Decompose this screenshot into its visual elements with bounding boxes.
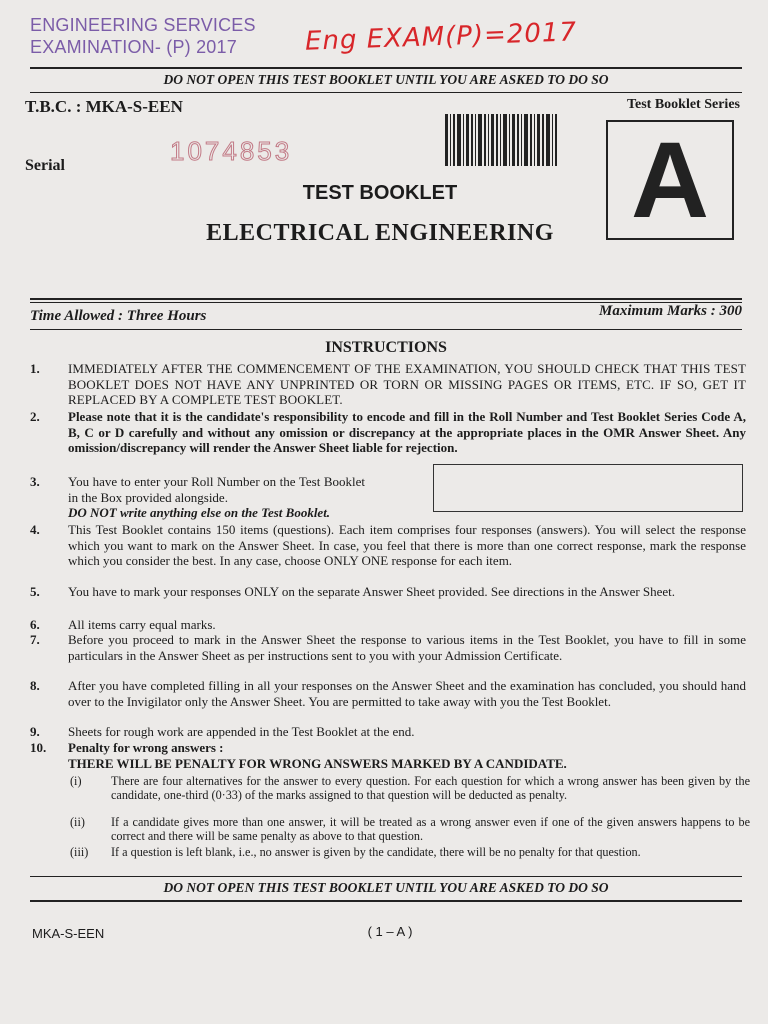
penalty-item: (iii) If a question is left blank, i.e., no answer is given by the candidate, there will be no penalty for that question. bbox=[70, 845, 641, 859]
penalty-item: (ii) If a candidate gives more than one answer, it will be treated as a wrong answer even if one of the given answers happens to be correct and there will be same penalty as above to that question. bbox=[70, 815, 750, 843]
stamp-line-1: ENGINEERING SERVICES bbox=[30, 15, 256, 35]
time-allowed: Time Allowed : Three Hours bbox=[30, 308, 207, 324]
stamp-line-2: EXAMINATION- (P) 2017 bbox=[30, 37, 237, 57]
instruction-item: 4. This Test Booklet contains 150 items (questions). Each item comprises four responses (answers). You will select the response which you want to mark on the Answer Sheet. In case, you feel that there is more than one correct response, mark the response which you consider the best. In any case, choose ONLY ONE response for each item. bbox=[30, 522, 746, 568]
instruction-item: 9. Sheets for rough work are appended in the Test Booklet at the end. bbox=[30, 724, 415, 739]
footer-code: MKA-S-EEN bbox=[32, 926, 105, 941]
test-booklet-series-label: Test Booklet Series bbox=[626, 97, 740, 112]
top-rule-2 bbox=[30, 92, 742, 93]
instruction-item: 7. Before you proceed to mark in the Answer Sheet the response to various items in the Test Booklet, you have to fill in some particulars in the Answer Sheet as per instructions sent to you with your Admission Certificate. bbox=[30, 632, 746, 663]
instruction-item: 1. IMMEDIATELY AFTER THE COMMENCEMENT OF THE EXAMINATION, YOU SHOULD CHECK THAT THIS TEST BOOKLET DOES NOT HAVE ANY UNPRINTED OR TORN OR MISSING PAGES OR ITEMS, ETC. IF SO, GET IT REPLACED BY A COMPLETE TEST BOOKLET. bbox=[30, 361, 746, 407]
series-box bbox=[606, 120, 734, 240]
warning-bottom: DO NOT OPEN THIS TEST BOOKLET UNTIL YOU ARE ASKED TO DO SO bbox=[163, 880, 609, 895]
instruction-item: 6. All items carry equal marks. bbox=[30, 617, 216, 632]
bottom-rule-1 bbox=[30, 876, 742, 877]
penalty-item: (i) There are four alternatives for the answer to every question. For each question for which a wrong answer has been given by the candidate, one-third (0·33) of the marks assigned to that question will be deducted as penalty. bbox=[70, 774, 750, 802]
series-letter: A bbox=[631, 119, 709, 240]
instruction-item: 3. You have to enter your Roll Number on the Test Booklet in the Box provided alongside. DO NOT write anything else on the Test Booklet. bbox=[30, 474, 365, 520]
instruction-item: 5. You have to mark your responses ONLY on the separate Answer Sheet provided. See directions in the Answer Sheet. bbox=[30, 584, 676, 599]
subject-title: ELECTRICAL ENGINEERING bbox=[206, 220, 554, 246]
booklet-title: TEST BOOKLET bbox=[302, 182, 458, 204]
instruction-item: 2. Please note that it is the candidate's responsibility to encode and fill in the Roll Number and Test Booklet Series Code A, B, C or D carefully and without any omission or discrepancy at the appropriate places in the OMR Answer Sheet. Any omission/discrepancy will render the Answer Sheet liable for rejection. bbox=[30, 409, 746, 455]
rule-time-bottom bbox=[30, 329, 742, 330]
tbc-code: T.B.C. : MKA-S-EEN bbox=[25, 97, 183, 116]
exam-stamp bbox=[30, 14, 290, 58]
barcode-icon bbox=[445, 114, 557, 166]
rule-time-top bbox=[30, 298, 742, 300]
page-number: ( 1 – A ) bbox=[367, 924, 413, 939]
handwritten-note: Eng EXAM(P)=2017 bbox=[304, 17, 578, 57]
instructions-heading: INSTRUCTIONS bbox=[325, 339, 447, 356]
maximum-marks: Maximum Marks : 300 bbox=[599, 303, 742, 319]
instruction-item: 10. Penalty for wrong answers : THERE WILL BE PENALTY FOR WRONG ANSWERS MARKED BY A CANDIDATE. bbox=[30, 740, 567, 771]
warning-top: DO NOT OPEN THIS TEST BOOKLET UNTIL YOU ARE ASKED TO DO SO bbox=[163, 72, 609, 87]
serial-number: 1074853 bbox=[170, 136, 293, 166]
top-rule bbox=[30, 67, 742, 69]
bottom-rule-2 bbox=[30, 900, 742, 902]
instruction-item: 8. After you have completed filling in all your responses on the Answer Sheet and the examination has concluded, you should hand over to the Invigilator only the Answer Sheet. You are permitted to take away with you the Test Booklet. bbox=[30, 678, 746, 709]
serial-label: Serial bbox=[25, 157, 65, 174]
roll-number-box[interactable] bbox=[433, 464, 743, 512]
